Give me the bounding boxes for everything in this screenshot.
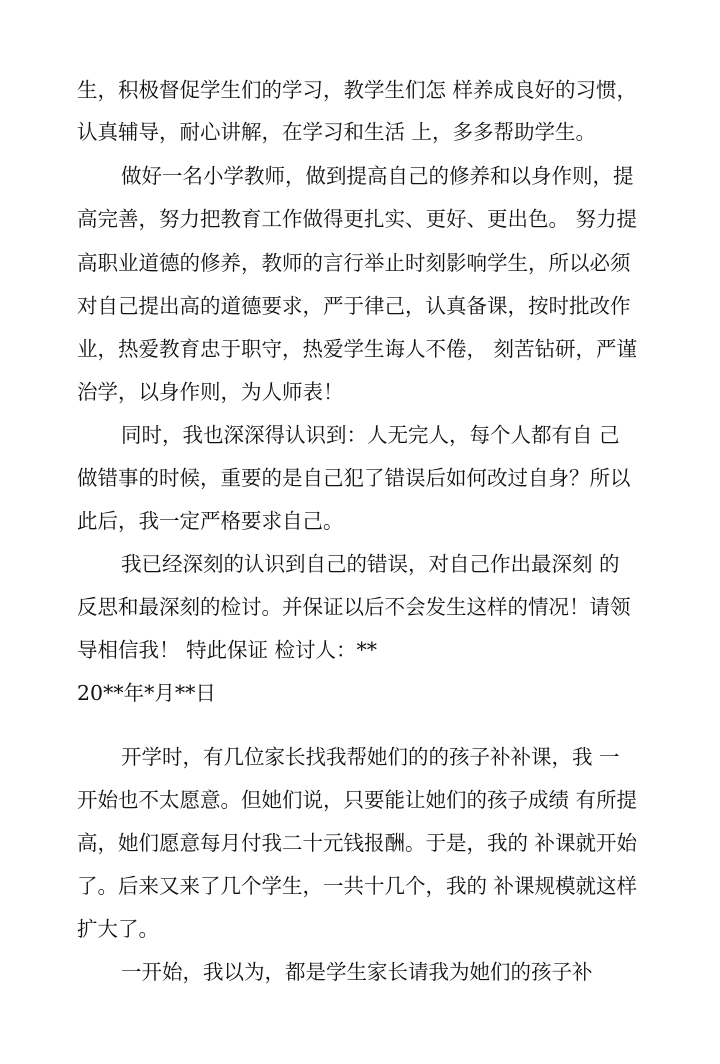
text-line: 业，热爱教育忠于职守，热爱学生诲人不倦， 刻苦钻研，严谨 [77, 337, 638, 361]
text-line: 高职业道德的修养，教师的言行举止时刻影响学生，所以必须 [77, 251, 631, 275]
text-line: 做好一名小学教师，做到提高自己的修养和以身作则，提 [121, 164, 634, 188]
text-line: 我已经深刻的认识到自己的错误，对自己作出最深刻 的 [121, 552, 620, 576]
text-line: 生，积极督促学生们的学习，教学生们怎 样养成良好的习惯， [77, 78, 638, 102]
text-line: 开学时，有几位家长找我帮她们的的孩子补补课，我 一 [121, 745, 620, 769]
text-line: 对自己提出高的道德要求，严于律己，认真备课，按时批改作 [77, 294, 631, 318]
text-line: 导相信我！ 特此保证 检讨人：** [77, 638, 378, 662]
text-line: 认真辅导，耐心讲解，在学习和生活 上，多多帮助学生。 [77, 120, 597, 144]
text-line: 做错事的时候，重要的是自己犯了错误后如何改过自身？所以 [77, 466, 631, 490]
text-line: 一开始，我以为，都是学生家长请我为她们的孩子补 [121, 960, 593, 984]
text-line: 治学，以身作则，为人师表！ [77, 380, 344, 404]
text-line: 扩大了。 [77, 917, 159, 941]
text-line: 此后，我一定严格要求自己。 [77, 509, 344, 533]
text-line: 开始也不太愿意。但她们说，只要能让她们的孩子成绩 有所提 [77, 788, 638, 812]
text-line: 高完善，努力把教育工作做得更扎实、更好、更出色。 努力提 [77, 207, 638, 231]
text-line: 高，她们愿意每月付我二十元钱报酬。于是，我的 补课就开始 [77, 831, 638, 855]
text-line: 了。后来又来了几个学生，一共十几个，我的 补课规模就这样 [77, 874, 638, 898]
text-line: 同时，我也深深得认识到：人无完人，每个人都有自 己 [121, 423, 620, 447]
text-line: 反思和最深刻的检讨。并保证以后不会发生这样的情况！请领 [77, 595, 631, 619]
date-line: 20**年*月**日 [77, 681, 216, 705]
